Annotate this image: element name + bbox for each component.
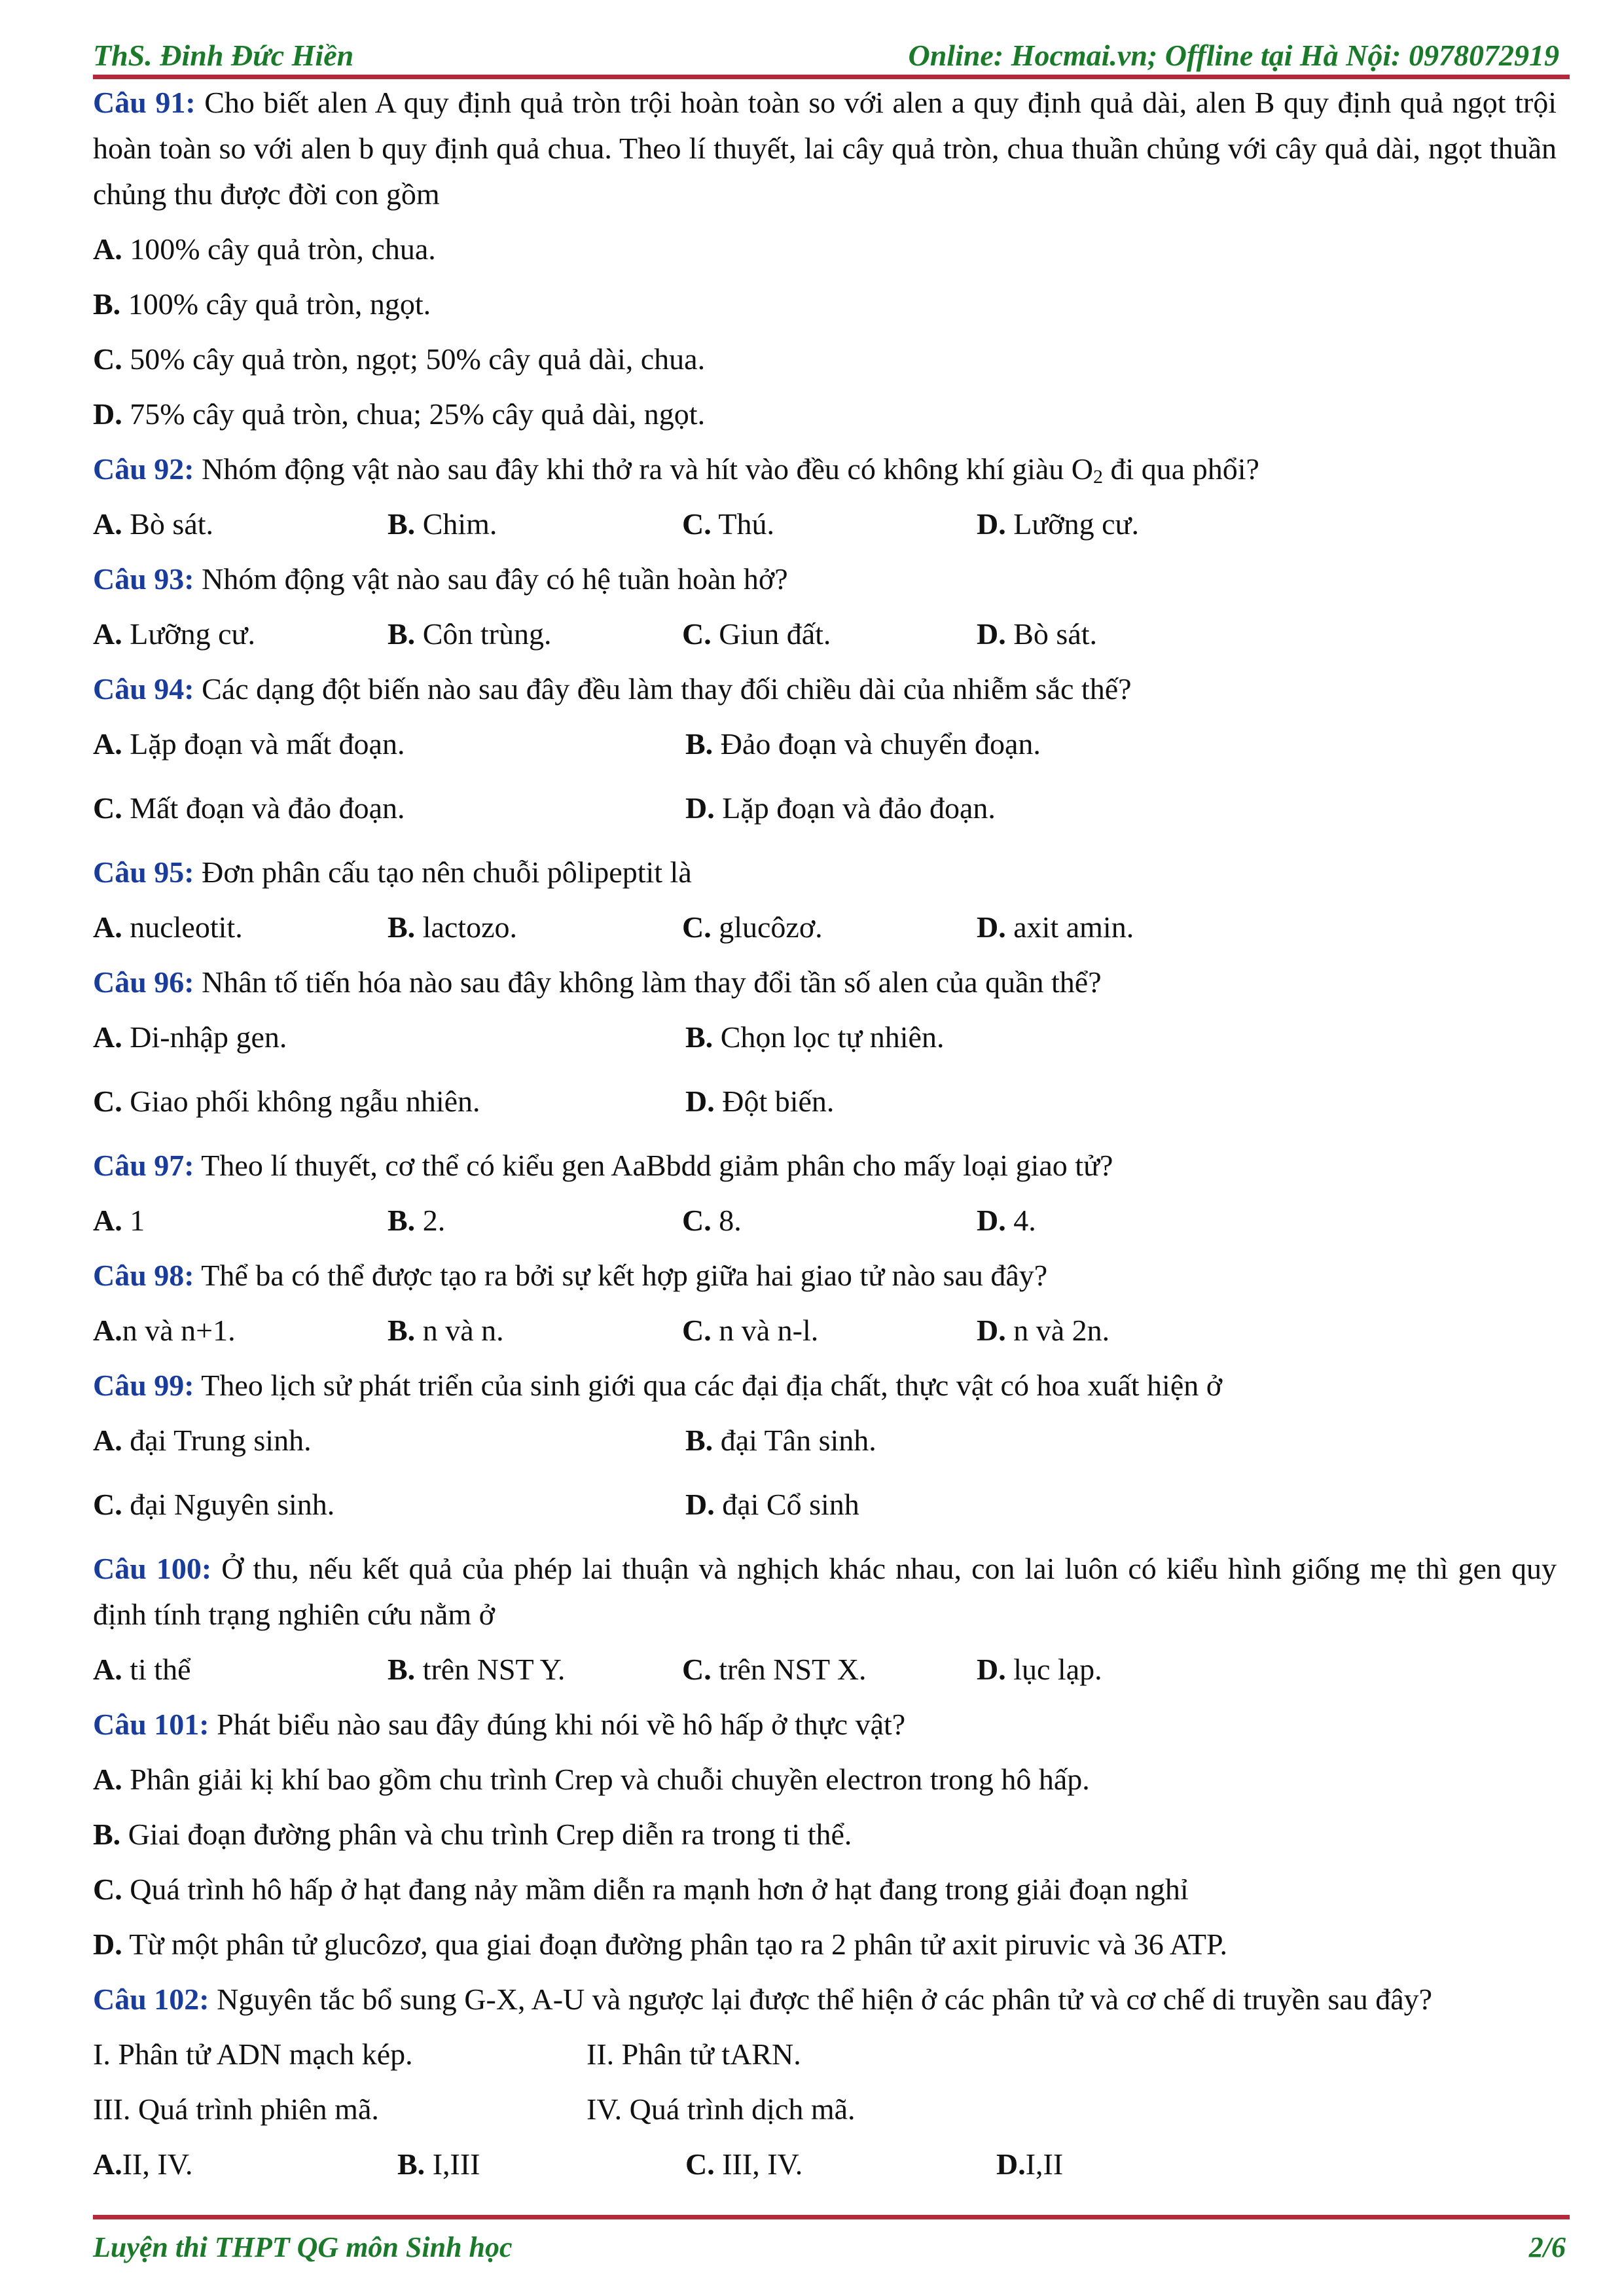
- option-d: D. axit amin.: [977, 910, 1134, 944]
- question-number: Câu 95:: [93, 855, 194, 889]
- option-d: D. 75% cây quả tròn, chua; 25% cây quả dài, ngọt.: [93, 397, 706, 431]
- option-c: C. đại Nguyên sinh.: [93, 1488, 335, 1521]
- option-d: D. Lưỡng cư.: [977, 507, 1139, 541]
- question-list: [93, 80, 1557, 2197]
- header-contact: Online: Hocmai.vn; Offline tại Hà Nội: 0978072919: [908, 39, 1559, 72]
- question-text: Đơn phân cấu tạo nên chuỗi pôlipeptit là: [202, 855, 692, 889]
- question-number: Câu 93:: [93, 562, 194, 596]
- option-b: B. Đảo đoạn và chuyển đoạn.: [685, 727, 1041, 761]
- question-92: [93, 446, 1557, 547]
- option-d: D. đại Cổ sinh: [685, 1488, 859, 1521]
- option-c: C. III, IV.: [685, 2147, 803, 2181]
- header-author: ThS. Đinh Đức Hiền: [93, 39, 354, 72]
- option-a: A. Phân giải kị khí bao gồm chu trình Crep và chuỗi chuyền electron trong hô hấp.: [93, 1763, 1090, 1796]
- statement-2: II. Phân tử tARN.: [586, 2037, 801, 2071]
- question-94: [93, 666, 1557, 840]
- option-c: C. 50% cây quả tròn, ngọt; 50% cây quả dài, chua.: [93, 342, 706, 376]
- question-number: Câu 100:: [93, 1552, 212, 1585]
- option-d: D. Từ một phân tử glucôzơ, qua giai đoạn đường phân tạo ra 2 phân tử axit piruvic và 36 ATP.: [93, 1928, 1227, 1961]
- question-text: Các dạng đột biến nào sau đây đều làm thay đối chiều dài của nhiễm sắc thế?: [202, 672, 1132, 706]
- option-a: A. Di-nhập gen.: [93, 1020, 287, 1054]
- option-b: B. Chọn lọc tự nhiên.: [685, 1020, 945, 1054]
- option-c: C. Giao phối không ngẫu nhiên.: [93, 1085, 480, 1118]
- question-text: Theo lịch sử phát triển của sinh giới qua các đại địa chất, thực vật có hoa xuất hiện ở: [201, 1369, 1223, 1402]
- option-c: C. Thú.: [682, 507, 775, 541]
- option-b: B. trên NST Y.: [388, 1653, 566, 1686]
- header-rule: [93, 75, 1570, 79]
- statement-list: [93, 2032, 1557, 2132]
- option-a: A.n và n+1.: [93, 1314, 236, 1347]
- option-b: B. 2.: [388, 1204, 446, 1237]
- option-d: D.I,II: [996, 2147, 1064, 2181]
- option-a: A.II, IV.: [93, 2147, 193, 2181]
- option-d: D. lục lạp.: [977, 1653, 1102, 1686]
- option-c: C. 8.: [682, 1204, 742, 1237]
- page-header: [93, 38, 1559, 77]
- option-b: B. đại Tân sinh.: [685, 1424, 876, 1457]
- question-text-end: đi qua phổi?: [1103, 452, 1259, 486]
- option-a: A. Lưỡng cư.: [93, 617, 255, 651]
- question-number: Câu 102:: [93, 1982, 209, 2016]
- question-93: [93, 556, 1557, 657]
- question-97: [93, 1143, 1557, 1244]
- question-95: [93, 850, 1557, 950]
- question-102: [93, 1977, 1557, 2187]
- question-text: Phát biểu nào sau đây đúng khi nói về hô hấp ở thực vật?: [217, 1708, 906, 1741]
- statement-4: IV. Quá trình dịch mã.: [586, 2092, 856, 2126]
- question-number: Câu 96:: [93, 965, 194, 999]
- question-text: Nhân tố tiến hóa nào sau đây không làm thay đổi tần số alen của quần thể?: [202, 965, 1102, 999]
- statement-1: I. Phân tử ADN mạch kép.: [93, 2037, 413, 2071]
- option-d: D. Đột biến.: [685, 1085, 835, 1118]
- option-a: A. Lặp đoạn và mất đoạn.: [93, 727, 405, 761]
- option-a: A. Bò sát.: [93, 507, 214, 541]
- question-number: Câu 97:: [93, 1149, 194, 1182]
- option-b: B. lactozo.: [388, 910, 517, 944]
- option-b: B. Chim.: [388, 507, 497, 541]
- subscript: 2: [1093, 466, 1104, 488]
- question-text: Ở thu, nếu kết quả của phép lai thuận và nghịch khác nhau, con lai luôn có kiểu hình giống mẹ thì gen quy định tính trạng nghiên cứu nằm ở: [93, 1552, 1557, 1631]
- option-d: D. n và 2n.: [977, 1314, 1110, 1347]
- option-b: B. Giai đoạn đường phân và chu trình Crep diễn ra trong ti thể.: [93, 1818, 852, 1851]
- option-c: C. Quá trình hô hấp ở hạt đang nảy mầm diễn ra mạnh hơn ở hạt đang trong giải đoạn nghỉ: [93, 1873, 1189, 1906]
- option-a: A. 1: [93, 1204, 145, 1237]
- option-a: A. ti thể: [93, 1653, 191, 1686]
- option-c: C. glucôzơ.: [682, 910, 823, 944]
- option-d: D. Bò sát.: [977, 617, 1098, 651]
- footer-rule: [93, 2215, 1570, 2219]
- question-number: Câu 91:: [93, 86, 196, 119]
- option-d: D. Lặp đoạn và đảo đoạn.: [685, 791, 996, 825]
- option-a: A. 100% cây quả tròn, chua.: [93, 232, 436, 266]
- question-101: [93, 1702, 1557, 1967]
- question-number: Câu 94:: [93, 672, 194, 706]
- option-c: C. Mất đoạn và đảo đoạn.: [93, 791, 405, 825]
- option-c: C. trên NST X.: [682, 1653, 867, 1686]
- option-a: A. nucleotit.: [93, 910, 243, 944]
- question-number: Câu 92:: [93, 452, 194, 486]
- question-number: Câu 101:: [93, 1708, 209, 1741]
- question-number: Câu 99:: [93, 1369, 194, 1402]
- option-b: B. 100% cây quả tròn, ngọt.: [93, 287, 431, 321]
- option-a: A. đại Trung sinh.: [93, 1424, 312, 1457]
- option-c: C. n và n-l.: [682, 1314, 819, 1347]
- question-text: Thể ba có thể được tạo ra bởi sự kết hợp giữa hai giao tử nào sau đây?: [201, 1259, 1048, 1292]
- page-number: 2/6: [1528, 2231, 1566, 2263]
- question-text: Cho biết alen A quy định quả tròn trội hoàn toàn so với alen a quy định quả dài, alen B quy định quả ngọt trội hoàn toàn so với alen b quy định quả chua. Theo lí thuyết, lai cây quả tròn, chua thuần chủng với cây quả dài, ngọt thuần chủng thu được đời con gồm: [93, 86, 1557, 211]
- option-d: D. 4.: [977, 1204, 1036, 1237]
- question-98: [93, 1253, 1557, 1354]
- option-b: B. I,III: [397, 2147, 480, 2181]
- statement-3: III. Quá trình phiên mã.: [93, 2092, 379, 2126]
- option-c: C. Giun đất.: [682, 617, 831, 651]
- question-100: [93, 1546, 1557, 1693]
- question-number: Câu 98:: [93, 1259, 194, 1292]
- page-footer: [93, 2231, 1566, 2270]
- question-91: [93, 80, 1557, 437]
- question-96: [93, 960, 1557, 1134]
- option-b: B. Côn trùng.: [388, 617, 552, 651]
- option-b: B. n và n.: [388, 1314, 504, 1347]
- question-text: Nhóm động vật nào sau đây khi thở ra và hít vào đều có không khí giàu O: [202, 452, 1094, 486]
- question-text: Theo lí thuyết, cơ thể có kiểu gen AaBbdd giảm phân cho mấy loại giao tử?: [201, 1149, 1113, 1182]
- question-99: [93, 1363, 1557, 1537]
- question-text: Nguyên tắc bổ sung G-X, A-U và ngược lại được thể hiện ở các phân tử và cơ chế di truyền sau đây?: [217, 1982, 1433, 2016]
- footer-course: Luyện thi THPT QG môn Sinh học: [93, 2231, 513, 2263]
- question-text: Nhóm động vật nào sau đây có hệ tuần hoàn hở?: [202, 562, 788, 596]
